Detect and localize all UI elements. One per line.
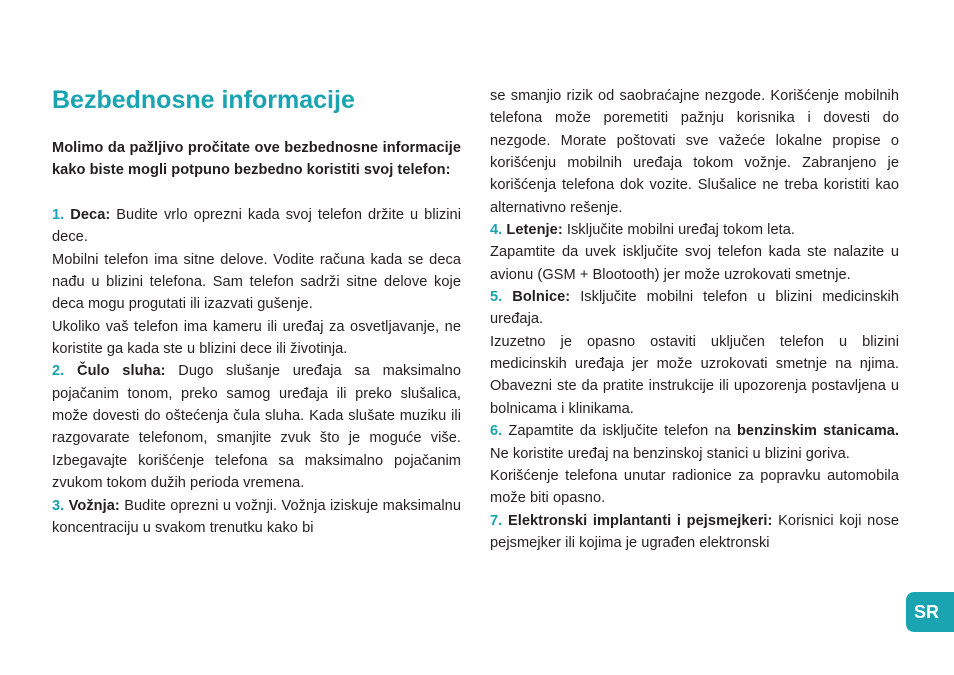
section-implants bbox=[490, 510, 899, 555]
section-text: Korisnici koji nose pejsmejker ili kojima je ugrađen elektronski bbox=[490, 512, 899, 551]
section-heading: Letenje: bbox=[506, 222, 563, 239]
right-column bbox=[490, 85, 899, 554]
section-heading: benzinskim stanicama. bbox=[736, 423, 899, 440]
section-number: 7. bbox=[490, 512, 503, 529]
section-driving-continued: se smanjio rizik od saobraćajne nezgode. Korišćenje mobilnih telefona može poremetiti pažnju korisnika i dovesti do nezgode. Morate poštovati sve važeće lokalne propise o korišćenju mobilnih uređaja tokom vožnje. Zabranjeno je korišćenja telefona dok vozite. Slušalice ne treba koristiti kao alternativno rešenje. bbox=[490, 88, 899, 216]
section-hearing bbox=[52, 360, 461, 494]
section-children bbox=[52, 204, 461, 249]
section-paragraph: Mobilni telefon ima sitne delove. Vodite računa kada se deca nađu u blizini telefona. Sam telefon sadrži sitne delove koje deca mogu progutati ili izazvati gušenje. bbox=[52, 251, 461, 313]
section-text: Isključite mobilni uređaj tokom leta. bbox=[562, 222, 796, 239]
section-heading: Elektronski implantanti i pejsmejkeri: bbox=[507, 512, 773, 529]
section-heading: Deca: bbox=[70, 207, 111, 224]
section-driving bbox=[52, 495, 461, 540]
section-number: 4. bbox=[490, 222, 503, 239]
section-number: 1. bbox=[52, 207, 65, 224]
section-paragraph: Zapamtite da uvek isključite svoj telefon kada ste nalazite u avionu (GSM + Blootooth) jer može uzrokovati smetnje. bbox=[490, 244, 899, 283]
section-heading: Vožnja: bbox=[68, 497, 120, 514]
language-tab: SR bbox=[906, 592, 954, 632]
intro-paragraph: Molimo da pažljivo pročitate ove bezbednosne informacije kako biste mogli potpuno bezbedno koristiti svoj telefon: bbox=[52, 140, 461, 179]
section-text: Dugo slušanje uređaja sa maksimalno pojačanim tonom, preko samog uređaja ili preko slušalica, može dovesti do oštećenja čula sluha. Kada slušate muziku ili razgovarate telefonom, smanjite zvuk što je moguće više. Izbegavajte korišćenje telefona sa maksimalno pojačanim zvukom tokom dužih perioda vremena. bbox=[52, 363, 461, 492]
section-flying bbox=[490, 219, 899, 241]
section-heading: Čulo sluha: bbox=[76, 363, 166, 380]
section-text: Ne koristite uređaj na benzinskoj stanici u blizini goriva. bbox=[490, 445, 850, 462]
spacer bbox=[52, 182, 461, 204]
section-number: 2. bbox=[52, 363, 65, 380]
section-paragraph: Ukoliko vaš telefon ima kameru ili uređaj za osvetljavanje, ne koristite ga kada ste u blizini dece ili životinja. bbox=[52, 318, 461, 358]
section-paragraph: Korišćenje telefona unutar radionice za popravku automobila može biti opasno. bbox=[490, 467, 899, 507]
page-title: Bezbednosne informacije bbox=[52, 86, 355, 114]
section-text: Isključite mobilni telefon u blizini medicinskih uređaja. bbox=[490, 289, 900, 328]
section-text-pre: Zapamtite da isključite telefon na bbox=[502, 423, 737, 440]
section-heading: Bolnice: bbox=[512, 289, 571, 306]
section-text: Budite oprezni u vožnji. Vožnja iziskuje maksimalnu koncentraciju u svakom trenutku kako bi bbox=[52, 497, 462, 536]
section-hospitals bbox=[490, 286, 899, 331]
section-number: 6. bbox=[490, 423, 503, 440]
left-column bbox=[52, 137, 461, 539]
section-paragraph: Izuzetno je opasno ostaviti uključen telefon u blizini medicinskih uređaja jer može uzrokovati smetnje na njima. Obavezni ste da pratite instrukcije ili upozorenja postavljena u bolnicama i klinikama. bbox=[490, 333, 899, 417]
section-gas-stations bbox=[490, 420, 899, 465]
section-text: Budite vrlo oprezni kada svoj telefon držite u blizini dece. bbox=[52, 207, 461, 246]
section-number: 3. bbox=[52, 497, 65, 514]
section-number: 5. bbox=[490, 289, 503, 306]
